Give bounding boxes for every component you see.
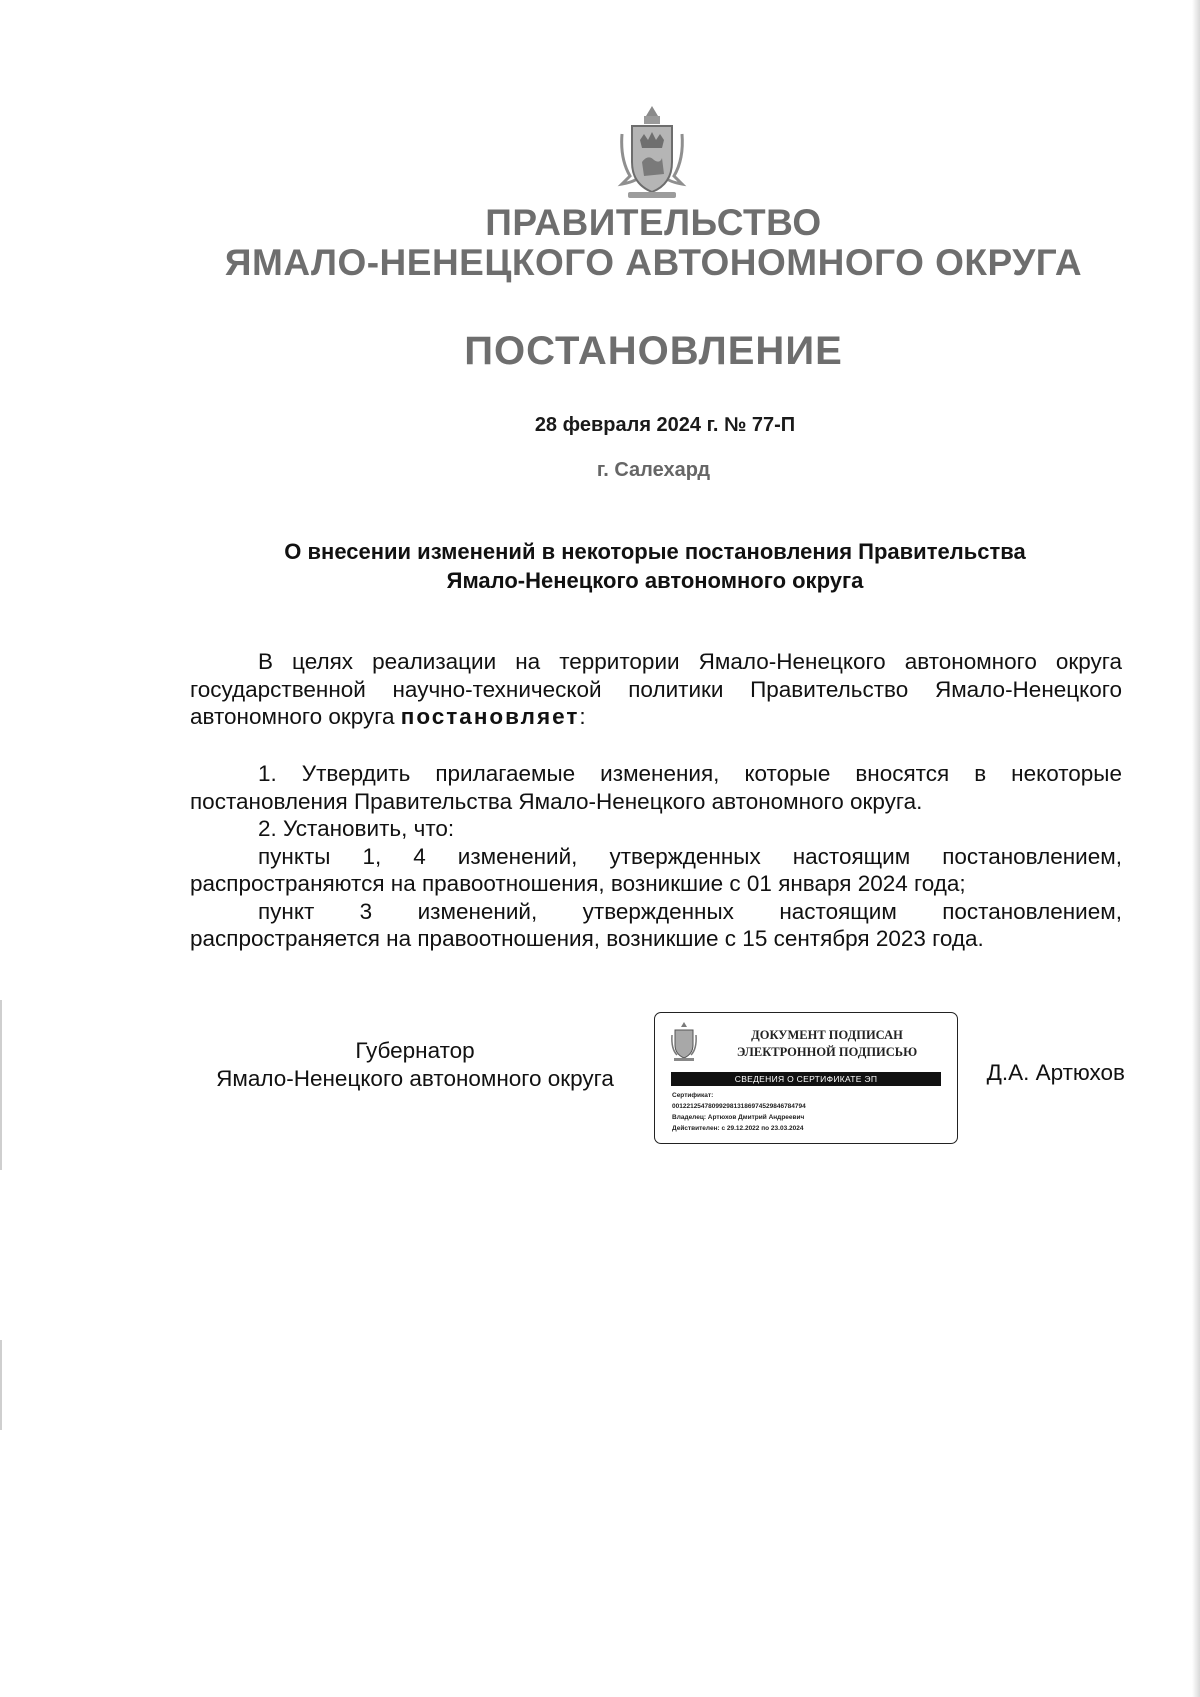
electronic-signature-stamp [654,1012,958,1144]
certificate-info-bar: СВЕДЕНИЯ О СЕРТИФИКАТЕ ЭП [671,1072,941,1086]
document-subject [190,537,1120,595]
decree-items [190,760,1122,953]
decree-item-1: 1. Утвердить прилагаемые изменения, которые вносятся в некоторые постановления Правительства Ямало-Ненецкого автономного округа. [190,761,1122,814]
decree-keyword: постановляет [400,704,580,729]
signer-position-line: Губернатор [355,1038,475,1063]
certificate-number: 0012212547809929813186974529846784794 [672,1103,806,1110]
stamp-heading-line: ЭЛЕКТРОННОЙ ПОДПИСЬЮ [736,1045,918,1059]
coat-of-arms-icon [669,1021,699,1063]
decree-subitem-2: пункт 3 изменений, утвержденных настоящим постановлением, распространяется на правоотношения, возникшие с 15 сентября 2023 года. [190,898,1122,951]
scan-edge-mark [0,1000,2,1170]
intro-end: : [579,704,586,729]
scan-edge-mark [0,1340,2,1430]
decree-subitem-1: пункты 1, 4 изменений, утвержденных настоящим постановлением, распространяются на правоотношения, возникшие с 01 января 2024 года; [190,843,1122,896]
signer-name: Д.А. Артюхов [986,1060,1125,1085]
document-type: ПОСТАНОВЛЕНИЕ [464,329,843,373]
stamp-heading [705,1027,949,1061]
intro-text: В целях реализации на территории Ямало-Ненецкого автономного округа государственной научно-технической политики Правительство Ямало-Ненецкого автономного округа [190,649,1122,729]
document-date-number: 28 февраля 2024 г. № 77-П [534,414,796,436]
subject-line: Ямало-Ненецкого автономного округа [446,568,864,593]
document-city: г. Салехард [596,459,711,481]
intro-paragraph [190,648,1122,731]
organization-name-line1: ПРАВИТЕЛЬСТВО [485,202,822,243]
certificate-label: Сертификат: [672,1092,714,1099]
certificate-owner: Владелец: Артюхов Дмитрий Андреевич [672,1114,805,1121]
coat-of-arms-icon [614,104,690,204]
organization-name-line2: ЯМАЛО-НЕНЕЦКОГО АВТОНОМНОГО ОКРУГА [224,242,1083,283]
subject-line: О внесении изменений в некоторые постановления Правительства [284,539,1026,564]
signer-position-line: Ямало-Ненецкого автономного округа [216,1066,614,1091]
certificate-details [672,1090,949,1134]
stamp-heading-line: ДОКУМЕНТ ПОДПИСАН [751,1028,903,1042]
certificate-validity: Действителен: с 29.12.2022 по 23.03.2024 [672,1125,804,1132]
decree-item-2: 2. Установить, что: [258,816,455,841]
signer-position [190,1037,640,1093]
